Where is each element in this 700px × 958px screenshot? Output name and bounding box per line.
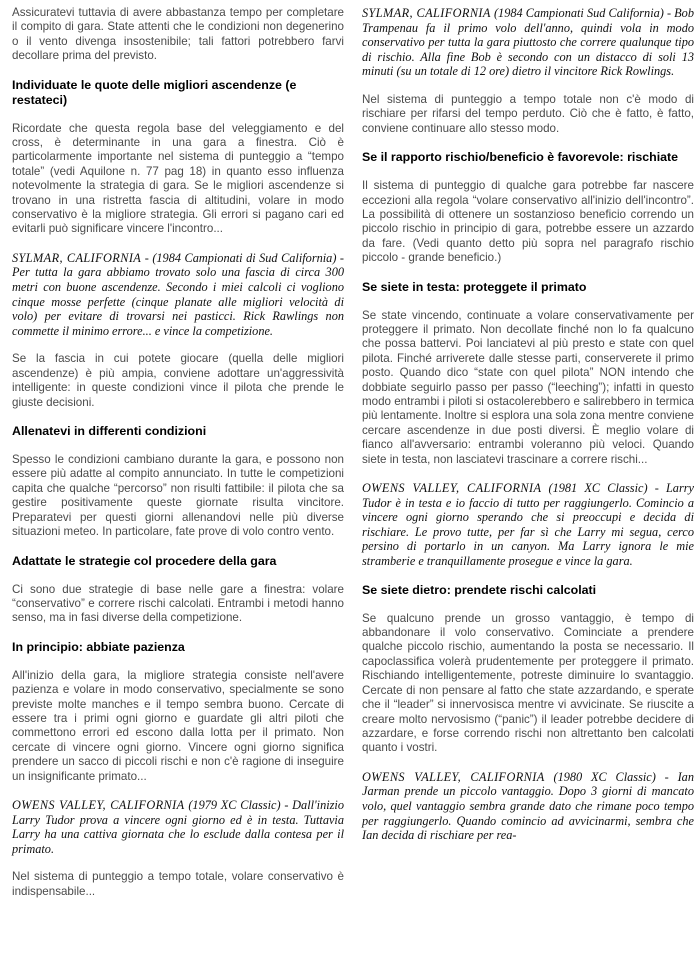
body-paragraph: Se qualcuno prende un grosso vantaggio, è tempo di abbandonare il volo conservativo. Cominciate a prendere qualche piccolo rischio, aumentando la posta se necessario. Il capoclassifica volerà prudentemente per proteggere il primato. Rischiando intelligentemente, potreste diminuire lo svantaggio. Cercate di non pensare al fatto che state azzardando, e sperate che il “leader” si innervosisca mentre vi avvicinate. Se riuscite a creare molto nervosismo (“panic”) il leader potrebbe decidere di azzardare, e forse correndo rischi non altrettanto ben calcolati quanto i vostri. [362,611,694,755]
anecdote-paragraph [362,770,694,843]
anecdote-location: OWENS VALLEY, CALIFORNIA [362,481,542,496]
right-column [362,6,694,857]
body-paragraph: Nel sistema di punteggio a tempo totale, volare conservativo è indispensabile... [12,870,344,898]
anecdote-text: - (1984 Campionati di Sud California) - Per tutta la gara abbiamo trovato solo una fascia di circa 300 metri con buone ascendenze. Secondo i miei calcoli ci vogliono cinque mosse perfette (cinque planate alle migliori velocità di volo) per evitare di trovarsi nei pasticci. Rick Rawlings non commette il minimo errore... e vince la competizione. [12,250,344,338]
body-paragraph: Ci sono due strategie di base nelle gare a finestra: volare “conservativo” e correre rischi calcolati. Entrambi i metodi hanno senso, ma in fasi diverse della competizione. [12,582,344,625]
section-heading: Se il rapporto rischio/beneficio è favorevole: rischiate [362,150,679,165]
anecdote-location: OWENS VALLEY, CALIFORNIA [362,769,545,784]
section-heading: Allenatevi in differenti condizioni [12,424,207,439]
anecdote-location: SYLMAR, CALIFORNIA [362,6,491,20]
section-heading: Individuate le quote delle migliori ascendenze (e restateci) [12,77,297,107]
body-paragraph: Spesso le condizioni cambiano durante la gara, e possono non essere più adatte al compito annunciato. In tutte le competizioni capita che qualche “percorso” non risulti fattibile: il pilota che sa gestire positivamente queste giornate risulta vincitore. Preparatevi per questi giorni allenandovi nelle più diverse situazioni meteo. In particolare, fate prove di volo contro vento. [12,453,344,539]
anecdote-text: (1980 XC Classic) - Ian Jarman prende un piccolo vantaggio. Dopo 3 giorni di mancato volo, quel vantaggio sembra grande dato che rimane poco tempo per raggiungerlo. Quando comincio ad avvicinarmi, sembra che Ian decida di rischiare per rea- [362,769,694,843]
body-paragraph: Se state vincendo, continuate a volare conservativamente per proteggere il primato. Non decollate finché non lo fa qualcuno che possa battervi. Poi lanciatevi al più presto e state con quel pilota. Finché arriverete dalle stesse parti, conserverete il primo posto. Quando dico “state con quel pilota” NON intendo che dobbiate seguirlo passo per passo (“leeching”); infatti in questo modo entrambi i piloti si ostacolerebbero e salirebbero in termica più lentamente. Inoltre si esplora una sola zona mentre conviene cercare ascendenze in due posti diversi. È meglio volare di fianco all'avversario: entrambi voleranno più veloci. Quando siete in testa, non lasciatevi trascinare a correre rischi... [362,308,694,466]
section-heading: Adattate le strategie col procedere della gara [12,553,277,568]
section-heading: Se siete in testa: proteggete il primato [362,279,587,294]
body-paragraph: All'inizio della gara, la migliore strategia consiste nell'avere pazienza e volare in modo conservativo, specialmente se sono previste molte manches e il tempo sembra buono. Cercate di essere tra i primi ogni giorno e guardate gli altri piloti che commettono errori ed escono dalla lotta per il primato. Non cercate di vincere ogni giorno. Vincere ogni giorno significa prendere un sacco di piccoli rischi e non c'è ragione di inseguire un insignificante primato... [12,668,344,783]
left-column [12,6,344,913]
anecdote-paragraph [12,798,344,856]
section-heading: Se siete dietro: prendete rischi calcolati [362,582,597,597]
body-paragraph: Ricordate che questa regola base del veleggiamento e del cross, è determinante in una gara a finestra. Ciò è particolarmente importante nel sistema di punteggio a “tempo totale” (vedi Aquilone n. 77 pag 18) in quanto esso influenza notevolmente la strategia di gara. Se le migliori ascendenze si trovano in una ristretta fascia di altitudini, volare in modo conservativo è la migliore strategia. Gli errori si pagano cari ed evitarli può significare vincere l'incontro... [12,121,344,236]
body-paragraph: Se la fascia in cui potete giocare (quella delle migliori ascendenze) è più ampia, conviene adottare un'aggressività intelligente: in queste condizioni vince il pilota che prende le giuste decisioni. [12,352,344,409]
anecdote-text: (1979 XC Classic) - Dall'inizio Larry Tudor prova a vincere ogni giorno ed è in testa. Tuttavia Larry ha una cattiva giornata che lo esclude dalla contesa per il primato. [12,797,344,856]
body-paragraph: Nel sistema di punteggio a tempo totale non c'è modo di rischiare per rifarsi del tempo perduto. Ciò che è fatto, è fatto, conviene continuare allo stesso modo. [362,92,694,135]
anecdote-location: SYLMAR, CALIFORNIA [12,250,142,265]
body-paragraph: Assicuratevi tuttavia di avere abbastanza tempo per completare il compito di gara. State attenti che le condizioni non degenerino o il vento divenga insostenibile; tali fattori potrebbero farvi decollare prima del previsto. [12,6,344,63]
body-paragraph: Il sistema di punteggio di qualche gara potrebbe far nascere eccezioni alla regola “volare conservativo all'inizio dell'incontro”. La possibilità di ottenere un sostanzioso beneficio correndo un piccolo rischio in principio di gara, potrebbe essere un azzardo da fare. (Vedi quanto detto più sopra nel paragrafo rischio piccolo - grande beneficio.) [362,179,694,265]
anecdote-text: (1984 Campionati Sud California) - Bob Trampenau fa il primo volo dell'anno, quindi vola in modo conservativo per tutta la gara piuttosto che correre qualunque tipo di rischio. Alla fine Bob è secondo con un distacco di soli 13 minuti (su un totale di 12 ore) dietro il vincitore Rick Rowlings. [362,6,694,79]
anecdote-paragraph [12,251,344,339]
anecdote-location: OWENS VALLEY, CALIFORNIA [12,797,185,812]
section-heading: In principio: abbiate pazienza [12,639,185,654]
anecdote-paragraph [362,6,694,79]
anecdote-paragraph [362,481,694,569]
anecdote-text: (1981 XC Classic) - Larry Tudor è in testa e io faccio di tutto per raggiungerlo. Comincio a vincere ogni giorno sperando che si preoccupi e decida di rischiare. Le provo tutte, per far sì che Larry mi segua, cerco persino di portarlo in un canyon. Ma Larry ignora le mie stramberie e tranquillamente prosegue e vince la gara. [362,481,694,569]
